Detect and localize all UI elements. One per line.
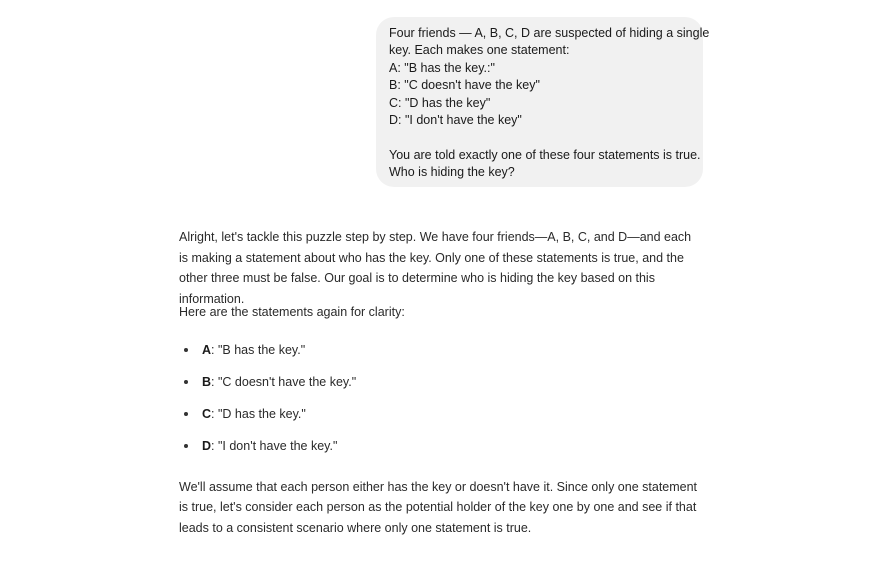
- user-message-line: C: "D has the key": [389, 95, 491, 110]
- user-message-line: D: "I don't have the key": [389, 113, 522, 128]
- assistant-restate-paragraph: Here are the statements again for clarity:: [179, 305, 405, 319]
- assistant-assumption-paragraph: We'll assume that each person either has the key or doesn't have it. Since only one statement is true, let's consider each person as the potential holder of the key one by one and see if that leads to a consistent scenario where only one statement is true.: [179, 479, 698, 535]
- statement-speaker: A: [202, 342, 212, 357]
- assistant-intro-paragraph: Alright, let's tackle this puzzle step by step. We have four friends—A, B, C, and D—and each is making a statement about who has the key. Only one of these statements is true, and the other three must be false. Our goal is to determine who is hiding the key based on this information.: [179, 230, 692, 306]
- bullet-icon: [184, 380, 188, 384]
- statement-speaker: C: [202, 406, 212, 421]
- paragraph-gap: [389, 129, 691, 146]
- user-message-line: Four friends — A, B, C, D are suspected of hiding a single: [389, 26, 710, 40]
- user-message-bubble: [376, 17, 710, 187]
- statement-text: : "B has the key.": [211, 342, 306, 357]
- user-message-line: B: "C doesn't have the key": [389, 78, 540, 93]
- user-message-line: A: "B has the key.:": [389, 60, 495, 75]
- statement-speaker: D: [202, 438, 212, 453]
- bullet-icon: [184, 412, 188, 416]
- statement-list: [179, 340, 699, 468]
- list-item: [179, 404, 699, 436]
- user-message-line: Who is hiding the key?: [389, 165, 515, 180]
- list-item: [179, 372, 699, 404]
- statement-text: : "I don't have the key.": [211, 438, 338, 453]
- bullet-icon: [184, 444, 188, 448]
- statement-speaker: B: [202, 374, 212, 389]
- statement-text: : "D has the key.": [211, 406, 306, 421]
- list-item: [179, 340, 699, 372]
- user-message-line: key. Each makes one statement:: [389, 43, 570, 58]
- assistant-message: [179, 227, 699, 538]
- bullet-icon: [184, 348, 188, 352]
- list-item: [179, 436, 699, 468]
- statement-text: : "C doesn't have the key.": [211, 374, 357, 389]
- user-message-line: You are told exactly one of these four statements is true.: [389, 147, 701, 162]
